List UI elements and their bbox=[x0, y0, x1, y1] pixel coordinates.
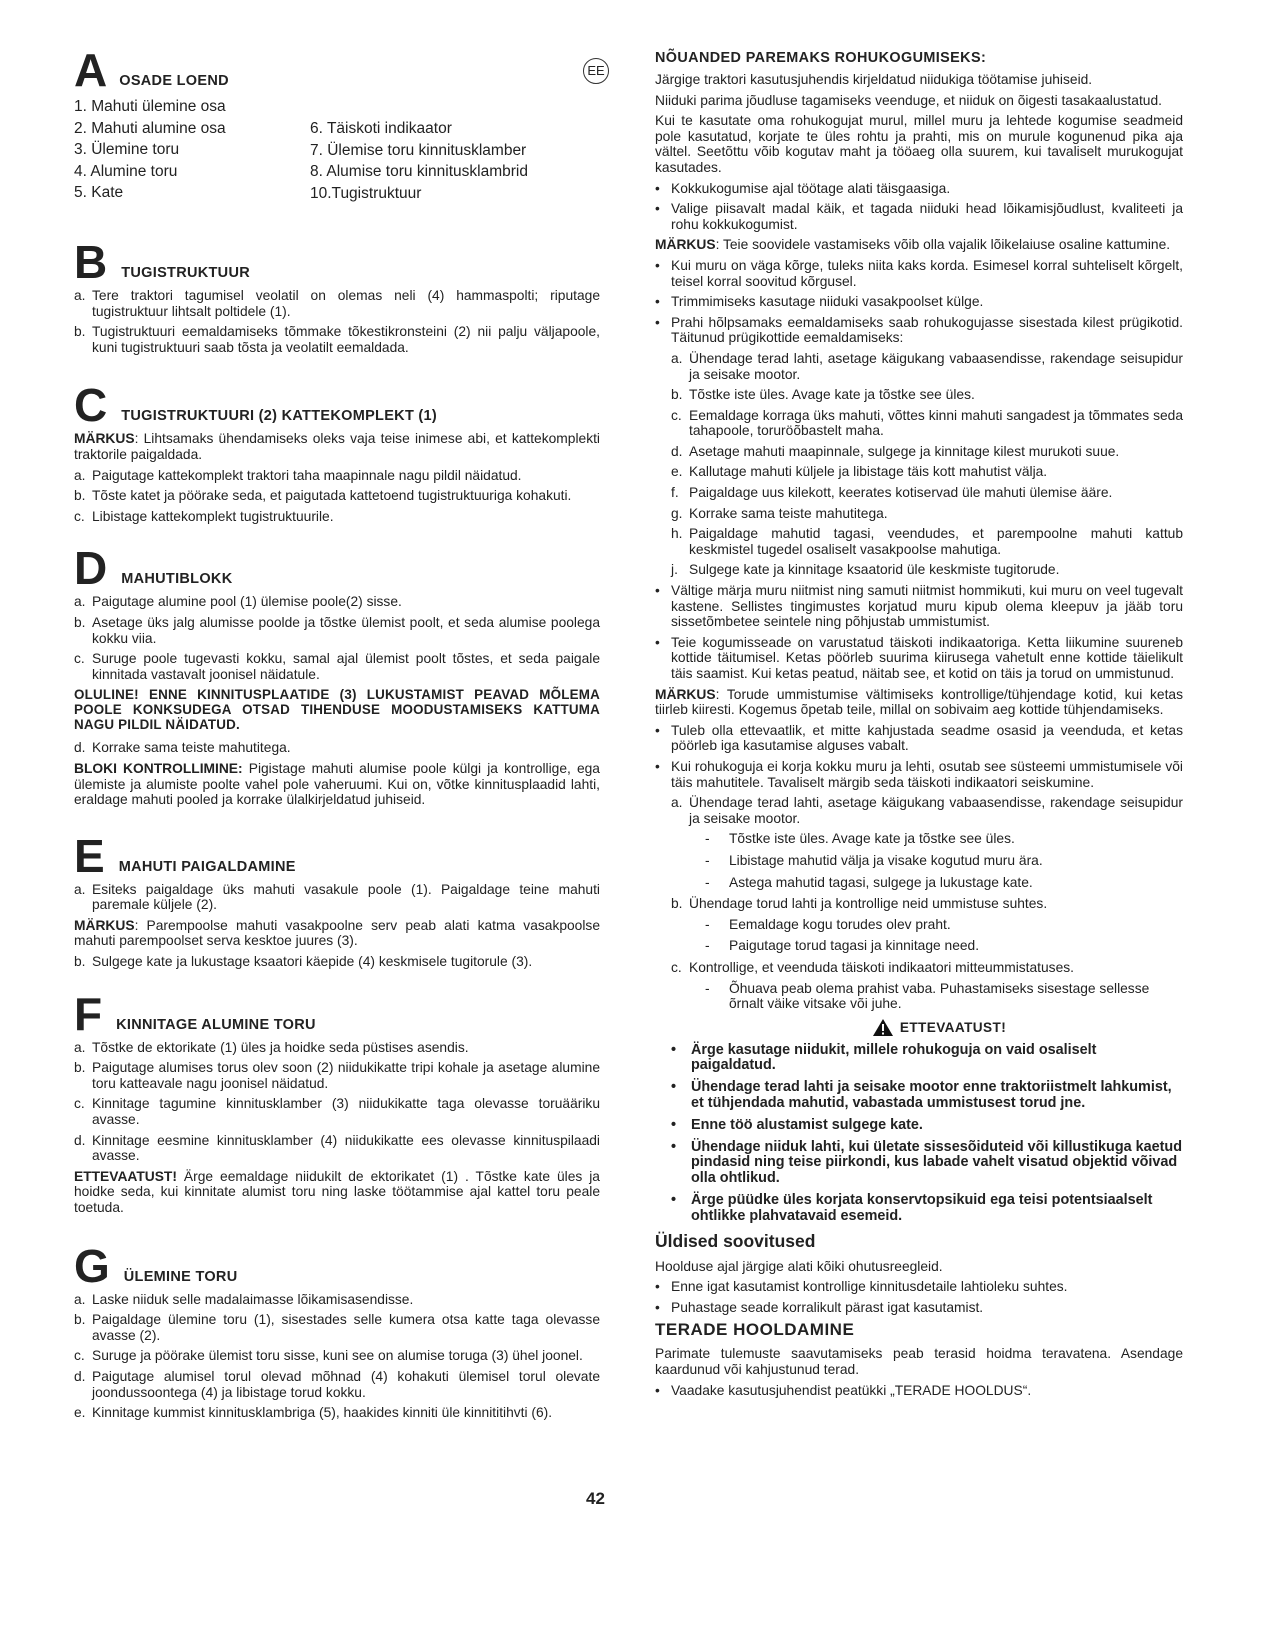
section-d bbox=[74, 542, 600, 808]
paragraph: Niiduki parima jõudluse tagamiseks veenduge, et niiduk on õigesti tasakaalustatud. bbox=[655, 92, 1162, 108]
section-letter: G bbox=[74, 1239, 110, 1292]
list-item: d. Kinnitage eesmine kinnitusklamber (4) niidukikatte ees olevasse kinnituspilaadi avasse. bbox=[74, 1132, 600, 1164]
part-item: 7. Ülemise toru kinnitusklamber bbox=[310, 141, 527, 159]
page-number: 42 bbox=[586, 1489, 605, 1508]
section-title: MAHUTI PAIGALDAMINE bbox=[118, 858, 296, 875]
bullet-item: • Vältige märja muru niitmist ning samuti niitmist hommikuti, kui muru on veel tugevalt kastene. Sellistes tingimustes korjatud muru kipub olema kleepuv ja jääb toru sissetõmbetee seintele ning põhjustab ummistumist. bbox=[655, 583, 1183, 630]
part-item: 5. Kate bbox=[74, 184, 124, 201]
section-g bbox=[74, 1239, 600, 1421]
list-item: b. Sulgege kate ja lukustage ksaatori käepide (4) keskmisele tugitorule (3). bbox=[74, 954, 533, 970]
list-item: c. Suruge poole tugevasti kokku, samal ajal ülemist poolt tõstes, et seda paigale kinnitada vastavalt joonisel näidatule. bbox=[74, 651, 600, 682]
warning-item: • Ühendage niiduk lahti, kui ületate sissesõiduteid või killustikuga kaetud pindasid ning teise piirkondi, kus labade vahelt visatud objektid võivad olla ohtlikud. bbox=[671, 1138, 1182, 1187]
part-item: 2. Mahuti alumine osa bbox=[74, 119, 226, 137]
section-c bbox=[74, 379, 600, 524]
warning-item: • Ühendage terad lahti ja seisake mootor enne traktoriistmelt lahkumist, et tühjendada mahutid, vabastada ummistusest torud jne. bbox=[671, 1079, 1172, 1112]
section-f bbox=[74, 987, 600, 1216]
list-item: d. Paigutage alumisel torul olevad mõhnad (4) kohakuti ülemisel torul olevate joondussoontega (4) ja libistage torud kokku. bbox=[74, 1368, 600, 1400]
list-item: j. Sulgege kate ja kinnitage ksaatorid üle keskmiste tugitorude. bbox=[671, 562, 1060, 578]
list-item: b. Tõste katet ja pöörake seda, et paigutada kattetoend tugistruktuuriga kohakuti. bbox=[74, 488, 572, 504]
bullet-item: • Valige piisavalt madal käik, et tagada niiduki head lõikamisjõudlust, kvaliteeti ja rohu kokkukogumist. bbox=[655, 201, 1183, 232]
caution-heading: ETTEVAATUST! bbox=[695, 1018, 1183, 1037]
bullet-item: • Trimmimiseks kasutage niiduki vasakpoolset külge. bbox=[655, 294, 984, 310]
section-title: ÜLEMINE TORU bbox=[123, 1268, 238, 1285]
bullet-item: • Kui muru on väga kõrge, tuleks niita kaks korda. Esimesel korral suhteliselt kõrgelt, teisel korral soovitud kõrgusel. bbox=[655, 257, 1183, 289]
part-item: 6. Täiskoti indikaator bbox=[310, 120, 452, 137]
section-e bbox=[74, 829, 600, 970]
list-item: a. Ühendage terad lahti, asetage käigukang vabaasendisse, rakendage seisupidur ja seisake mootor. bbox=[671, 795, 1183, 826]
paragraph: Kui te kasutate oma rohukogujat murul, millel muru ja lehtede kogumise seadmeid pole kasutatud, korjate te üles rohtu ja prahti, mis on murule kogunenud pika aja vältel. Seetõttu võib kogutav maht ja tööaeg olla suurem, kui tavaliselt murukogujat kasutades. bbox=[655, 113, 1183, 175]
list-item: b. Tugistruktuuri eemaldamiseks tõmmake tõkestikronsteini (2) nii palju väljapoole, kuni tugistruktuuri saab tõsta ja veolatilt eemaldada. bbox=[74, 324, 600, 355]
list-item: c. Eemaldage korraga üks mahuti, võttes kinni mahuti sangadest ja tõmmates seda tahapoole, toruröõbastelt maha. bbox=[671, 407, 1183, 439]
list-item: g. Korrake sama teiste mahutitega. bbox=[671, 505, 888, 521]
clog-steps bbox=[655, 795, 1183, 1012]
dash-item: - Libistage mahutid välja ja visake kogutud muru ära. bbox=[705, 852, 1043, 868]
list-item: c. Kontrollige, et veenduda täiskoti indikaatori mitteummistatuses. bbox=[671, 959, 1074, 975]
language-badge: EE bbox=[583, 58, 609, 84]
list-item: d. Korrake sama teiste mahutitega. bbox=[74, 740, 291, 756]
right-column bbox=[655, 50, 1183, 1403]
bullet-item: • Prahi hõlpsamaks eemaldamiseks saab rohukogujasse sisestada kilest prügikotid. Täitunud prügikottide eemaldamiseks: bbox=[655, 314, 1183, 346]
list-item: b. Tõstke iste üles. Avage kate ja tõstke see üles. bbox=[671, 387, 975, 403]
bullet-item: • Enne igat kasutamist kontrollige kinnitusdetaile lahtioleku suhtes. bbox=[655, 1279, 1068, 1295]
section-letter: C bbox=[74, 379, 108, 432]
list-item: b. Paigutage alumises torus olev soon (2) niidukikatte tripi kohale ja asetage alumine toru katteavale nagu joonisel näidatud. bbox=[74, 1060, 600, 1091]
section-a bbox=[74, 44, 600, 204]
section-title: KINNITAGE ALUMINE TORU bbox=[116, 1016, 316, 1033]
list-item: a. Esiteks paigaldage üks mahuti vasakule poole (1). Paigaldage teine mahuti paremale küljele (2). bbox=[74, 881, 600, 913]
list-item: c. Libistage kattekomplekt tugistruktuurile. bbox=[74, 508, 334, 524]
list-item: e. Kallutage mahuti küljele ja libistage täis kott mahutist välja. bbox=[671, 464, 1048, 480]
part-item: 1. Mahuti ülemine osa bbox=[74, 98, 226, 115]
list-item: h. Paigaldage mahutid tagasi, veendudes, et parempoolne mahuti kattub keskmistel tugedel osaliselt vasakpoolse mahutiga. bbox=[671, 526, 1183, 557]
warning-paragraph: ETTEVAATUST! Ärge eemaldage niidukilt de ektorikatet (1) . Tõstke kate üles ja hoidke seda, kui kinnitate alumist toru ning laske töötammise ajal kattel toru peale toetuda. bbox=[74, 1168, 600, 1215]
list-item: a. Tere traktori tagumisel veolatil on olemas neli (4) hammaspolti; riputage tugistruktuur lihtsalt poltidele (1). bbox=[74, 288, 600, 319]
section-b bbox=[74, 236, 600, 355]
bullet-item: • Teie kogumisseade on varustatud täiskoti indikaatoriga. Ketta liikumine suureneb kottide täitumisel. Ketas pöörleb suurima kiirusega vahetult enne kottide täielikult täis saamist. Kui ketas peatud, näitab see, et kotid on täis ja torud on ummistunud. bbox=[655, 634, 1183, 681]
note-paragraph: MÄRKUS: Lihtsamaks ühendamiseks oleks vaja teise inimese abi, et kattekomplekti traktorile paigaldada. bbox=[74, 431, 600, 462]
paragraph: Hoolduse ajal järgige alati kõiki ohutusreegleid. bbox=[655, 1258, 943, 1274]
list-item: f. Paigaldage uus kilekott, keerates kotiservad üle mahuti ülemise ääre. bbox=[671, 485, 1113, 501]
list-item: a. Ühendage terad lahti, asetage käigukang vabaasendisse, rakendage seisupidur ja seisake mootor. bbox=[671, 350, 1183, 382]
list-item: a. Tõstke de ektorikate (1) üles ja hoidke seda püstises asendis. bbox=[74, 1039, 469, 1055]
note-paragraph: MÄRKUS: Torude ummistumise vältimiseks kontrollige/tühjendage kotid, kui ketas tiirleb kiiresti. Kogemus õpetab teile, millal on sobivaim aeg kottide tühjendamiseks. bbox=[655, 686, 1183, 718]
paragraph: Parimate tulemuste saavutamiseks peab terasid hoidma teravatena. Asendage kaardunud või kahjustunud terad. bbox=[655, 1346, 1183, 1378]
bullet-item: • Kui rohukoguja ei korja kokku muru ja lehti, osutab see süsteemi ummistumisele või täis mahutitele. Tavaliselt märgib seda täiskoti indikaatori seiskumine. bbox=[655, 758, 1183, 790]
part-item: 3. Ülemine toru bbox=[74, 141, 180, 158]
tips-heading: NÕUANDED PAREMAKS ROHUKOGUMISEKS: bbox=[655, 50, 987, 66]
part-item: 4. Alumine toru bbox=[74, 162, 178, 180]
dash-item: - Tõstke iste üles. Avage kate ja tõstke see üles. bbox=[705, 831, 1015, 847]
section-letter: B bbox=[74, 236, 108, 288]
list-item: c. Suruge ja pöörake ülemist toru sisse, kuni see on alumise toruga (3) ühel joonel. bbox=[74, 1348, 583, 1364]
check-paragraph: BLOKI KONTROLLIMINE: Pigistage mahuti alumise poole külgi ja kontrollige, ega ülemiste ja alumiste poolte vahel pole vaheruumi. Kui on, võtke kinnitusplaadid lahti, eraldage mahuti pooled ja korrake ülalkirjeldatud juhiseid. bbox=[74, 760, 600, 808]
left-column bbox=[74, 44, 600, 1426]
section-letter: A bbox=[74, 44, 108, 96]
section-letter: D bbox=[74, 542, 108, 595]
section-letter: E bbox=[74, 829, 105, 882]
warning-item: • Enne töö alustamist sulgege kate. bbox=[671, 1116, 923, 1133]
list-item: c. Kinnitage tagumine kinnitusklamber (3) niidukikatte taga olevasse toruääriku avasse. bbox=[74, 1096, 600, 1128]
bullet-item: • Tuleb olla ettevaatlik, et mitte kahjustada seadme osasid ja veenduda, et ketas pöörleb iga kasutamise alguses vabalt. bbox=[655, 722, 1183, 754]
note-paragraph: MÄRKUS: Teie soovidele vastamiseks võib olla vajalik lõikelaiuse osaline kattumine. bbox=[655, 237, 1171, 253]
section-title: MAHUTIBLOKK bbox=[121, 571, 233, 588]
list-item: b. Asetage üks jalg alumisse poolde ja tõstke ülemist poolt, et seda alumise poolega kokku viia. bbox=[74, 614, 600, 646]
blade-heading: TERADE HOOLDAMINE bbox=[655, 1320, 855, 1340]
part-item: 8. Alumise toru kinnitusklambrid bbox=[310, 163, 528, 180]
list-item: b. Ühendage torud lahti ja kontrollige neid ummistuse suhtes. bbox=[671, 896, 1048, 912]
bag-steps bbox=[655, 351, 1183, 578]
warning-triangle-icon bbox=[872, 1018, 894, 1037]
section-title: TUGISTRUKTUUR bbox=[121, 265, 250, 281]
list-item: a. Laske niiduk selle madalaimasse lõikamisasendisse. bbox=[74, 1291, 414, 1307]
bullet-item: • Vaadake kasutusjuhendist peatükki „TERADE HOOLDUS“. bbox=[655, 1382, 1032, 1398]
warning-item: • Ärge püüdke üles korjata konservtopsikuid ega teisi potentsiaalselt ohtlikke plahvatavaid esemeid. bbox=[671, 1192, 1153, 1224]
important-notice: OLULINE! ENNE KINNITUSPLAATIDE (3) LUKUSTAMIST PEAVAD MÕLEMA POOLE KONKSUDEGA OTSAD TIHENDUSE MOODUSTAMISEKS KATTUMA NAGU PILDIL NÄIDATUD. bbox=[74, 687, 600, 733]
list-item: d. Asetage mahuti maapinnale, sulgege ja kinnitage kilest murukoti suue. bbox=[671, 443, 1120, 459]
dash-item: - Eemaldage kogu torudes olev praht. bbox=[705, 916, 951, 932]
section-title: OSADE LOEND bbox=[119, 73, 229, 89]
list-item: a. Paigutage alumine pool (1) ülemise poole(2) sisse. bbox=[74, 594, 402, 610]
dash-item: - Paigutage torud tagasi ja kinnitage need. bbox=[705, 938, 980, 954]
section-title: TUGISTRUKTUURI (2) KATTEKOMPLEKT (1) bbox=[121, 408, 438, 425]
bullet-item: • Puhastage seade korralikult pärast igat kasutamist. bbox=[655, 1299, 984, 1315]
section-letter: F bbox=[74, 987, 103, 1040]
bullet-item: • Kokkukogumise ajal töötage alati täisgaasiga. bbox=[655, 180, 951, 196]
list-item: e. Kinnitage kummist kinnitusklambriga (5), haakides kinniti üle kinnititihvti (6). bbox=[74, 1405, 553, 1421]
note-paragraph: MÄRKUS: Parempoolse mahuti vasakpoolne serv peab alati katma vasakpoolse mahuti parempoolset serva kesktoe juures (3). bbox=[74, 917, 600, 949]
general-heading: Üldised soovitused bbox=[655, 1230, 816, 1251]
dash-item: - Õhuava peab olema prahist vaba. Puhastamiseks sisestage sellesse õrnalt väike vitsake või juhe. bbox=[705, 980, 1150, 1012]
part-item: 10.Tugistruktuur bbox=[310, 184, 422, 202]
list-item: b. Paigaldage ülemine toru (1), sisestades selle kumera otsa katte taga olevasse avasse (2). bbox=[74, 1312, 600, 1343]
dash-item: - Astega mahutid tagasi, sulgege ja lukustage kate. bbox=[705, 874, 1033, 890]
paragraph: Järgige traktori kasutusjuhendis kirjeldatud niidukiga töötamise juhiseid. bbox=[655, 72, 1093, 87]
warning-item: • Ärge kasutage niidukit, millele rohukoguja on vaid osaliselt paigaldatud. bbox=[671, 1041, 1097, 1074]
list-item: a. Paigutage kattekomplekt traktori taha maapinnale nagu pildil näidatud. bbox=[74, 467, 522, 483]
parts-list bbox=[74, 96, 600, 204]
